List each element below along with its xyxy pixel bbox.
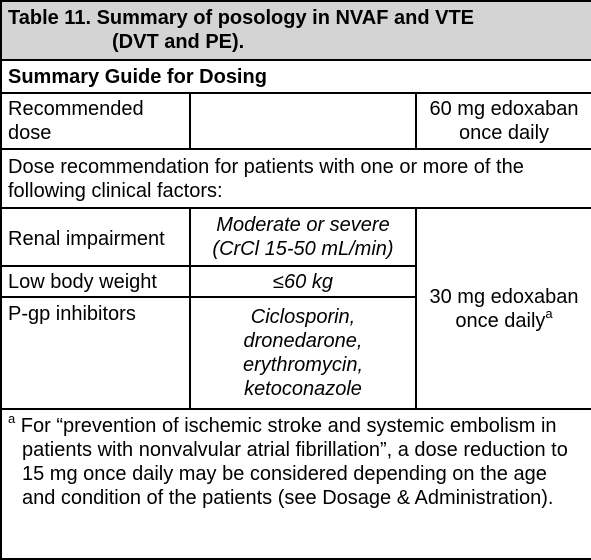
factor-label-weight: Low body weight xyxy=(1,266,190,297)
factor-criteria-renal-line1: Moderate or severe xyxy=(216,214,390,236)
footnote-marker: a xyxy=(8,411,16,427)
table-title xyxy=(1,1,591,60)
factor-criteria-pgp xyxy=(190,297,416,409)
footnote-text: For “prevention of ischemic stroke and systemic embolism in patients with nonvalvular atrial fibrillation”, a dose reduction to 15 mg once daily may be considered depending on the age and condition of the patients (see Dosage & Administration). xyxy=(20,415,568,509)
recommended-dose-label-line1: Recommended xyxy=(8,98,144,120)
factor-label-renal: Renal impairment xyxy=(1,208,190,266)
recommended-dose-value xyxy=(416,93,591,149)
factor-row-renal xyxy=(1,208,591,266)
recommended-dose-row xyxy=(1,93,591,149)
factor-criteria-pgp-line3: erythromycin, xyxy=(242,354,364,376)
reduced-dose-value xyxy=(416,208,591,409)
recommended-dose-label xyxy=(1,93,190,149)
factors-intro: Dose recommendation for patients with one or more of the following clinical factors: xyxy=(1,149,591,208)
factor-criteria-renal-line2: (CrCl 15-50 mL/min) xyxy=(212,238,394,260)
factor-criteria-pgp-line1: Ciclosporin, xyxy=(250,306,356,328)
reduced-dose-superscript: a xyxy=(545,305,553,321)
factors-intro-row xyxy=(1,149,591,208)
recommended-dose-value-line1: 60 mg edoxaban xyxy=(429,98,579,120)
table-title-line2: (DVT and PE). xyxy=(112,31,245,53)
recommended-dose-value-line2: once daily xyxy=(458,122,550,144)
recommended-dose-label-line2: dose xyxy=(8,122,52,144)
reduced-dose-value-line1: 30 mg edoxaban xyxy=(429,285,579,308)
section-heading: Summary Guide for Dosing xyxy=(1,60,591,93)
recommended-dose-criteria-empty xyxy=(190,93,416,149)
footnote xyxy=(1,409,591,559)
factor-criteria-renal xyxy=(190,208,416,266)
factor-criteria-pgp-line4: ketoconazole xyxy=(244,378,362,400)
section-heading-row xyxy=(1,60,591,93)
table-title-line1: Table 11. Summary of posology in NVAF and VTE xyxy=(8,7,475,29)
factor-criteria-pgp-line2: dronedarone, xyxy=(243,330,363,352)
reduced-dose-value-line2: once daily xyxy=(455,309,546,332)
footnote-row xyxy=(1,409,591,559)
factor-criteria-weight: ≤60 kg xyxy=(190,266,416,297)
title-row xyxy=(1,1,591,60)
factor-label-pgp: P-gp inhibitors xyxy=(1,297,190,409)
